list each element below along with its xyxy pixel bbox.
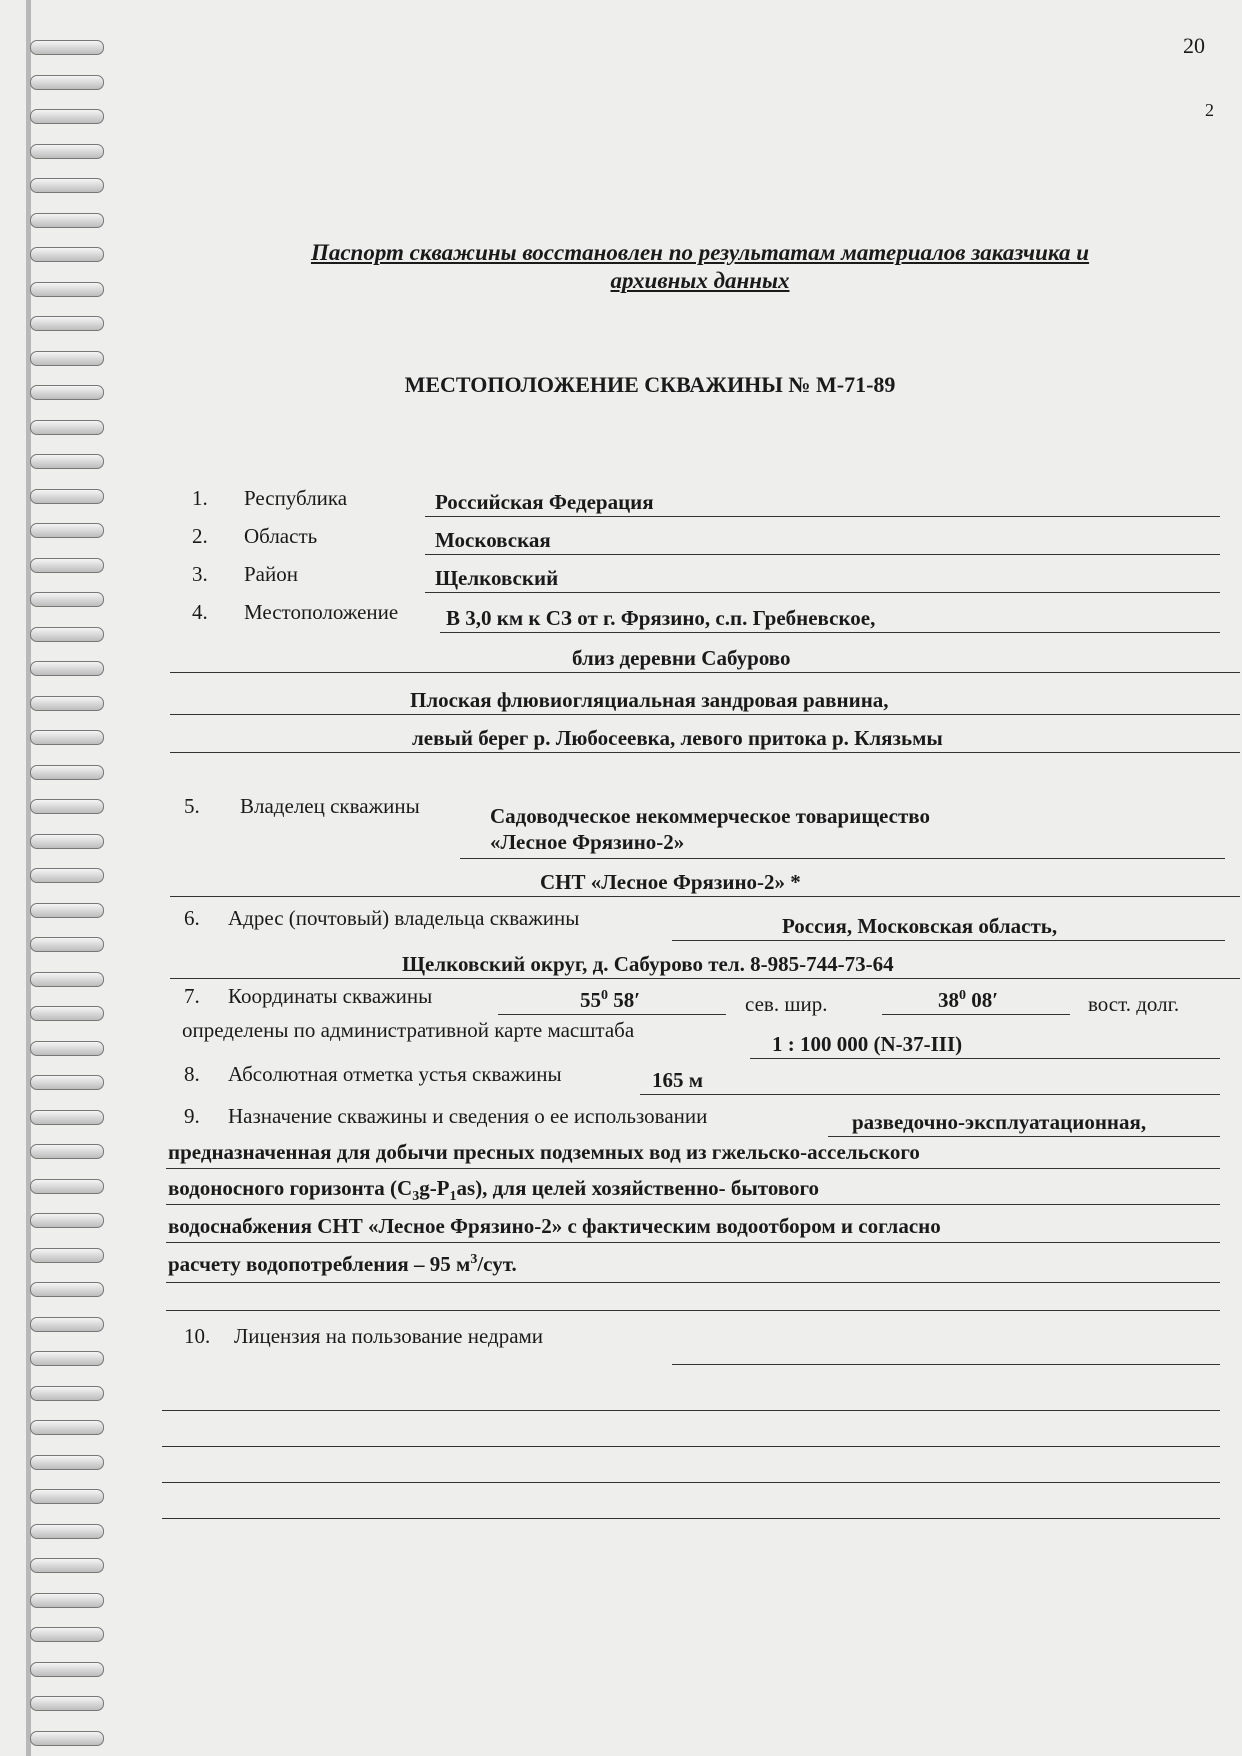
binding-ring: [30, 109, 104, 124]
binding-ring: [30, 903, 104, 918]
item-7-num: 7.: [184, 984, 200, 1008]
binding-ring: [30, 1420, 104, 1435]
binding-ring: [30, 1248, 104, 1263]
binding-ring: [30, 1489, 104, 1504]
item-8-value: 165 м: [652, 1068, 704, 1092]
item-1-value: Российская Федерация: [435, 490, 654, 514]
binding-ring: [30, 420, 104, 435]
item-4-value: В 3,0 км к СЗ от г. Фрязино, с.п. Гребневское,: [446, 606, 876, 630]
item-2-underline: [425, 554, 1220, 555]
item-10-num: 10.: [184, 1324, 211, 1348]
item-3-label: Район: [244, 562, 298, 586]
binding-ring: [30, 972, 104, 987]
binding-ring: [30, 868, 104, 883]
item-7-label: Координаты скважины: [228, 984, 433, 1008]
latitude-label: сев. шир.: [745, 992, 828, 1016]
binding-ring: [30, 454, 104, 469]
item-9-label: Назначение скважины и сведения о ее использовании: [228, 1104, 708, 1128]
item-1-num: 1.: [192, 486, 208, 510]
longitude-value: $38^0$ 08′: [938, 988, 999, 1012]
longitude-underline: [882, 1014, 1070, 1015]
item-5-num: 5.: [184, 794, 200, 818]
binding-ring: [30, 1006, 104, 1021]
binding-ring: [30, 75, 104, 90]
item-3-underline: [425, 592, 1220, 593]
binding-ring: [30, 1317, 104, 1332]
binding-ring: [30, 1558, 104, 1573]
item-5-underline-2: [170, 896, 1240, 897]
location-line-3-underline: [170, 714, 1240, 715]
binding-ring: [30, 661, 104, 676]
blank-line-4: [162, 1518, 1220, 1519]
blank-line-3: [162, 1482, 1220, 1483]
item-9-value-3: водоносного горизонта $(C_3g-P_1as)$, для целей хозяйственно- бытового: [168, 1176, 820, 1205]
binding-ring: [30, 1213, 104, 1228]
binding-ring: [30, 1110, 104, 1125]
binding-ring: [30, 696, 104, 711]
item-6-label: Адрес (почтовый) владельца скважины: [228, 906, 580, 930]
latitude-value: $55^0$ 58′: [580, 988, 641, 1012]
binding-ring: [30, 1282, 104, 1297]
item-9-value-4: водоснабжения СНТ «Лесное Фрязино-2» с фактическим водоотбором и согласно: [168, 1214, 941, 1238]
binding-ring: [30, 592, 104, 607]
item-9-underline-2: [166, 1168, 1220, 1169]
binding-ring: [30, 627, 104, 642]
page-number-top: 20: [1183, 33, 1205, 58]
map-scale-label: определены по административной карте масштаба: [182, 1018, 635, 1042]
item-9-underline-3: [166, 1204, 1220, 1205]
binding-ring: [30, 282, 104, 297]
item-2-value: Московская: [435, 528, 551, 552]
binding-ring: [30, 247, 104, 262]
binding-ring: [30, 144, 104, 159]
binding-ring: [30, 1455, 104, 1470]
location-line-2: близ деревни Сабурово: [572, 646, 791, 670]
binding-ring: [30, 1386, 104, 1401]
binding-ring: [30, 937, 104, 952]
binding-ring: [30, 213, 104, 228]
binding-ring: [30, 1179, 104, 1194]
binding-ring: [30, 40, 104, 55]
longitude-label: вост. долг.: [1088, 992, 1180, 1016]
latitude-underline: [498, 1014, 726, 1015]
binding-ring: [30, 1144, 104, 1159]
item-9-value-1: разведочно-эксплуатационная,: [852, 1110, 1147, 1134]
blank-line-1: [162, 1410, 1220, 1411]
item-8-label: Абсолютная отметка устья скважины: [228, 1062, 562, 1086]
item-10-label: Лицензия на пользование недрами: [234, 1324, 544, 1348]
page-heading: МЕСТОПОЛОЖЕНИЕ СКВАЖИНЫ № М-71-89: [404, 372, 896, 397]
item-5-value-2: «Лесное Фрязино-2»: [490, 830, 685, 854]
binding-ring: [30, 489, 104, 504]
binding-ring: [30, 316, 104, 331]
binding-ring: [30, 834, 104, 849]
item-3-value: Щелковский: [435, 566, 559, 590]
binding-ring: [30, 1662, 104, 1677]
binding-ring: [30, 351, 104, 366]
item-3-num: 3.: [192, 562, 208, 586]
binding-ring: [30, 1627, 104, 1642]
binding-ring: [30, 1731, 104, 1746]
item-2-num: 2.: [192, 524, 208, 548]
item-1-underline: [425, 516, 1220, 517]
item-6-value-1: Россия, Московская область,: [782, 914, 1058, 938]
item-9-value-2: предназначенная для добычи пресных подземных вод из гжельско-ассельского: [168, 1140, 920, 1164]
item-6-value-2: Щелковский округ, д. Сабурово тел. 8-985-744-73-64: [402, 952, 894, 976]
title-line-1: Паспорт скважины восстановлен по результатам материалов заказчика и: [310, 240, 1090, 265]
binding-ring: [30, 178, 104, 193]
item-5-value-1: Садоводческое некоммерческое товарищество: [490, 804, 930, 828]
map-scale-value: 1 : 100 000 (N-37-III): [772, 1032, 963, 1056]
item-10-underline: [672, 1364, 1220, 1365]
location-line-4: левый берег р. Любосеевка, левого притока р. Клязьмы: [412, 726, 943, 750]
binding-ring: [30, 1593, 104, 1608]
binding-ring: [30, 1041, 104, 1056]
location-line-3: Плоская флювиогляциальная зандровая равнина,: [410, 688, 889, 712]
page-number-second: 2: [1205, 100, 1214, 120]
binding-ring: [30, 385, 104, 400]
item-9-underline-6: [166, 1310, 1220, 1311]
item-5-value-3: СНТ «Лесное Фрязино-2» *: [540, 870, 801, 894]
binding-ring: [30, 1696, 104, 1711]
location-line-2-underline: [170, 672, 1240, 673]
binding-ring: [30, 1524, 104, 1539]
binding-ring: [30, 558, 104, 573]
item-1-label: Республика: [244, 486, 348, 510]
binding-ring: [30, 765, 104, 780]
item-4-label: Местоположение: [244, 600, 399, 624]
binding-ring: [30, 799, 104, 814]
binding-ring: [30, 730, 104, 745]
item-8-underline: [640, 1094, 1220, 1095]
binding-ring: [30, 1351, 104, 1366]
item-8-num: 8.: [184, 1062, 200, 1086]
item-6-underline: [672, 940, 1225, 941]
item-4-num: 4.: [192, 600, 208, 624]
location-line-4-underline: [170, 752, 1240, 753]
blank-line-2: [162, 1446, 1220, 1447]
binding-ring: [30, 523, 104, 538]
item-9-value-5: расчету водопотребления – 95 $м^3$/сут.: [168, 1252, 517, 1276]
item-2-label: Область: [244, 524, 318, 548]
item-5-label: Владелец скважины: [240, 794, 420, 818]
item-6-underline-2: [170, 978, 1240, 979]
map-scale-underline: [750, 1058, 1220, 1059]
item-9-underline-5: [166, 1282, 1220, 1283]
item-9-underline-4: [166, 1242, 1220, 1243]
title-line-2: архивных данных: [610, 268, 790, 293]
item-5-underline: [460, 858, 1225, 859]
item-4-underline: [440, 632, 1220, 633]
item-9-num: 9.: [184, 1104, 200, 1128]
binding-ring: [30, 1075, 104, 1090]
item-6-num: 6.: [184, 906, 200, 930]
item-9-underline-1: [828, 1136, 1220, 1137]
spiral-binding: [0, 0, 110, 1756]
